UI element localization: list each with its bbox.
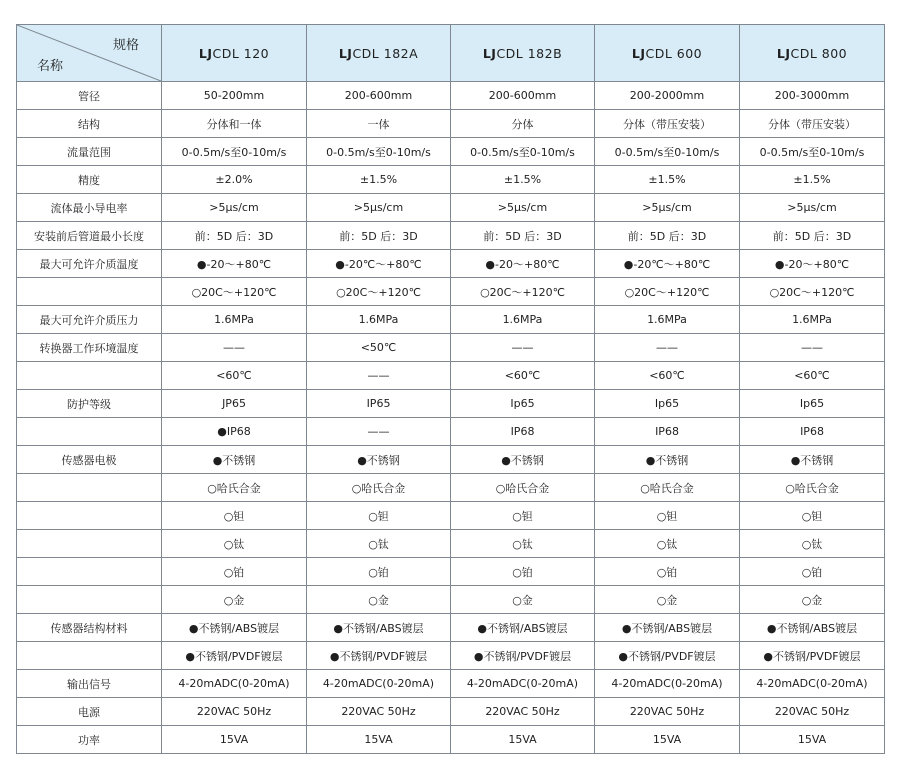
table-row xyxy=(17,614,885,642)
spec-value-cell: Ip65 xyxy=(740,390,885,418)
spec-value-cell: IP68 xyxy=(451,418,595,446)
spec-value-cell: 0-0.5m/s至0-10m/s xyxy=(451,138,595,166)
spec-value-cell: 4-20mADC(0-20mA) xyxy=(162,670,307,698)
row-label-cell xyxy=(17,278,162,306)
model-name: CDL 182B xyxy=(496,45,563,61)
spec-value-cell: 15VA xyxy=(307,726,451,754)
table-row xyxy=(17,698,885,726)
spec-value-cell: <60℃ xyxy=(162,362,307,390)
spec-value-cell: ○铂 xyxy=(740,558,885,586)
spec-value-cell: Ip65 xyxy=(595,390,740,418)
spec-value-cell: JP65 xyxy=(162,390,307,418)
row-label-cell xyxy=(17,362,162,390)
row-label-cell xyxy=(17,558,162,586)
spec-value-cell: ○钽 xyxy=(451,502,595,530)
spec-value-cell: 分体（带压安装） xyxy=(740,110,885,138)
spec-table xyxy=(16,24,885,754)
row-label-cell: 防护等级 xyxy=(17,390,162,418)
spec-value-cell: ±1.5% xyxy=(451,166,595,194)
table-row xyxy=(17,474,885,502)
spec-value-cell: 200-3000mm xyxy=(740,82,885,110)
spec-value-cell: ○哈氏合金 xyxy=(162,474,307,502)
spec-value-cell: ±2.0% xyxy=(162,166,307,194)
spec-value-cell: 0-0.5m/s至0-10m/s xyxy=(162,138,307,166)
spec-value-cell: ●不锈钢 xyxy=(740,446,885,474)
spec-value-cell: 前：5D 后：3D xyxy=(162,222,307,250)
spec-value-cell: 220VAC 50Hz xyxy=(740,698,885,726)
model-prefix: LJ xyxy=(198,45,213,61)
spec-value-cell: 0-0.5m/s至0-10m/s xyxy=(307,138,451,166)
spec-value-cell: ○金 xyxy=(307,586,451,614)
table-row xyxy=(17,418,885,446)
table-row xyxy=(17,502,885,530)
spec-value-cell: ●不锈钢/PVDF镀层 xyxy=(162,642,307,670)
spec-value-cell: ●IP68 xyxy=(162,418,307,446)
spec-value-cell: 4-20mADC(0-20mA) xyxy=(307,670,451,698)
spec-value-cell: 0-0.5m/s至0-10m/s xyxy=(595,138,740,166)
spec-value-cell: 200-600mm xyxy=(307,82,451,110)
spec-value-cell: ●不锈钢 xyxy=(451,446,595,474)
row-label-cell: 传感器电极 xyxy=(17,446,162,474)
spec-value-cell: ●不锈钢 xyxy=(307,446,451,474)
table-row xyxy=(17,670,885,698)
row-label-cell xyxy=(17,418,162,446)
table-row xyxy=(17,222,885,250)
spec-value-cell: ○20C～+120℃ xyxy=(451,278,595,306)
row-label-cell xyxy=(17,530,162,558)
model-name: CDL 182A xyxy=(352,45,419,61)
table-row xyxy=(17,194,885,222)
row-label-cell xyxy=(17,642,162,670)
table-row xyxy=(17,530,885,558)
row-label-cell xyxy=(17,502,162,530)
spec-value-cell: ±1.5% xyxy=(595,166,740,194)
spec-value-cell: 4-20mADC(0-20mA) xyxy=(595,670,740,698)
spec-value-cell: ○金 xyxy=(740,586,885,614)
spec-value-cell: ○20C～+120℃ xyxy=(595,278,740,306)
spec-value-cell: ○钽 xyxy=(595,502,740,530)
spec-value-cell: <50℃ xyxy=(307,334,451,362)
row-label-cell: 流量范围 xyxy=(17,138,162,166)
model-header-cell xyxy=(740,25,885,82)
spec-value-cell: >5μs/cm xyxy=(451,194,595,222)
spec-value-cell: ±1.5% xyxy=(307,166,451,194)
spec-value-cell: ○钽 xyxy=(307,502,451,530)
model-name: CDL 600 xyxy=(645,45,703,61)
spec-value-cell: 4-20mADC(0-20mA) xyxy=(451,670,595,698)
spec-value-cell: Ip65 xyxy=(451,390,595,418)
spec-value-cell: 分体（带压安装） xyxy=(595,110,740,138)
spec-value-cell: 200-2000mm xyxy=(595,82,740,110)
spec-value-cell: <60℃ xyxy=(595,362,740,390)
spec-value-cell: ○钛 xyxy=(451,530,595,558)
spec-value-cell: 1.6MPa xyxy=(451,306,595,334)
spec-value-cell: ●-20℃～+80℃ xyxy=(595,250,740,278)
row-label-cell xyxy=(17,586,162,614)
model-prefix: LJ xyxy=(482,45,497,61)
spec-value-cell: ●-20～+80℃ xyxy=(451,250,595,278)
model-prefix: LJ xyxy=(776,45,791,61)
spec-value-cell: ○钽 xyxy=(162,502,307,530)
spec-value-cell: <60℃ xyxy=(740,362,885,390)
spec-value-cell: ●不锈钢 xyxy=(162,446,307,474)
spec-value-cell: 前：5D 后：3D xyxy=(451,222,595,250)
row-label-cell: 结构 xyxy=(17,110,162,138)
name-header-label: 名称 xyxy=(37,59,64,74)
model-prefix: LJ xyxy=(338,45,353,61)
table-row xyxy=(17,642,885,670)
spec-value-cell: >5μs/cm xyxy=(307,194,451,222)
spec-value-cell: 220VAC 50Hz xyxy=(451,698,595,726)
table-row xyxy=(17,558,885,586)
row-label-cell: 最大可允许介质温度 xyxy=(17,250,162,278)
spec-value-cell: ○哈氏合金 xyxy=(307,474,451,502)
spec-value-cell: ○20C～+120℃ xyxy=(307,278,451,306)
spec-value-cell: 0-0.5m/s至0-10m/s xyxy=(740,138,885,166)
table-row xyxy=(17,334,885,362)
row-label-cell xyxy=(17,474,162,502)
spec-value-cell: ○铂 xyxy=(162,558,307,586)
spec-value-cell: 4-20mADC(0-20mA) xyxy=(740,670,885,698)
spec-value-cell: ○哈氏合金 xyxy=(740,474,885,502)
model-prefix: LJ xyxy=(631,45,646,61)
spec-value-cell: 分体 xyxy=(451,110,595,138)
spec-value-cell: ±1.5% xyxy=(740,166,885,194)
spec-value-cell: 1.6MPa xyxy=(162,306,307,334)
table-row xyxy=(17,82,885,110)
spec-value-cell: —— xyxy=(451,334,595,362)
row-label-cell: 安装前后管道最小长度 xyxy=(17,222,162,250)
spec-value-cell: 220VAC 50Hz xyxy=(595,698,740,726)
spec-value-cell: ○20C～+120℃ xyxy=(162,278,307,306)
table-row xyxy=(17,390,885,418)
model-header-cell xyxy=(451,25,595,82)
spec-value-cell: 前：5D 后：3D xyxy=(595,222,740,250)
spec-header-label: 规格 xyxy=(112,38,139,53)
spec-value-cell: 15VA xyxy=(162,726,307,754)
row-label-cell: 精度 xyxy=(17,166,162,194)
spec-value-cell: ●不锈钢/PVDF镀层 xyxy=(595,642,740,670)
table-row xyxy=(17,726,885,754)
spec-value-cell: 200-600mm xyxy=(451,82,595,110)
spec-value-cell: >5μs/cm xyxy=(595,194,740,222)
spec-value-cell: ○钽 xyxy=(740,502,885,530)
spec-value-cell: ○钛 xyxy=(740,530,885,558)
spec-value-cell: ●不锈钢/ABS镀层 xyxy=(307,614,451,642)
spec-value-cell: ○金 xyxy=(162,586,307,614)
spec-value-cell: —— xyxy=(740,334,885,362)
spec-value-cell: ○哈氏合金 xyxy=(451,474,595,502)
spec-value-cell: ●不锈钢/ABS镀层 xyxy=(740,614,885,642)
corner-header-cell xyxy=(17,25,162,82)
row-label-cell: 最大可允许介质压力 xyxy=(17,306,162,334)
spec-value-cell: <60℃ xyxy=(451,362,595,390)
table-row xyxy=(17,306,885,334)
spec-value-cell: ●-20～+80℃ xyxy=(162,250,307,278)
spec-value-cell: 220VAC 50Hz xyxy=(162,698,307,726)
spec-value-cell: ○金 xyxy=(595,586,740,614)
row-label-cell: 流体最小导电率 xyxy=(17,194,162,222)
spec-value-cell: 15VA xyxy=(595,726,740,754)
spec-value-cell: ●-20～+80℃ xyxy=(740,250,885,278)
spec-value-cell: IP68 xyxy=(740,418,885,446)
spec-value-cell: 15VA xyxy=(740,726,885,754)
spec-value-cell: 1.6MPa xyxy=(740,306,885,334)
model-name: CDL 120 xyxy=(212,45,270,61)
model-name: CDL 800 xyxy=(790,45,848,61)
row-label-cell: 电源 xyxy=(17,698,162,726)
spec-value-cell: —— xyxy=(307,418,451,446)
spec-value-cell: ○铂 xyxy=(595,558,740,586)
spec-value-cell: 一体 xyxy=(307,110,451,138)
spec-value-cell: 1.6MPa xyxy=(307,306,451,334)
spec-value-cell: 50-200mm xyxy=(162,82,307,110)
spec-value-cell: ○哈氏合金 xyxy=(595,474,740,502)
spec-value-cell: >5μs/cm xyxy=(740,194,885,222)
model-header-cell xyxy=(162,25,307,82)
spec-value-cell: —— xyxy=(162,334,307,362)
row-label-cell: 输出信号 xyxy=(17,670,162,698)
spec-value-cell: 分体和一体 xyxy=(162,110,307,138)
row-label-cell: 功率 xyxy=(17,726,162,754)
table-row xyxy=(17,110,885,138)
table-row xyxy=(17,586,885,614)
spec-value-cell: ○铂 xyxy=(307,558,451,586)
spec-value-cell: ●-20℃～+80℃ xyxy=(307,250,451,278)
spec-value-cell: ○金 xyxy=(451,586,595,614)
header-row xyxy=(17,25,885,82)
spec-value-cell: ●不锈钢 xyxy=(595,446,740,474)
spec-value-cell: >5μs/cm xyxy=(162,194,307,222)
table-row xyxy=(17,446,885,474)
spec-value-cell: ○钛 xyxy=(162,530,307,558)
spec-value-cell: IP65 xyxy=(307,390,451,418)
spec-value-cell: ●不锈钢/PVDF镀层 xyxy=(307,642,451,670)
spec-value-cell: ●不锈钢/PVDF镀层 xyxy=(740,642,885,670)
spec-value-cell: —— xyxy=(595,334,740,362)
model-header-cell xyxy=(307,25,451,82)
spec-value-cell: ○钛 xyxy=(595,530,740,558)
spec-value-cell: ○铂 xyxy=(451,558,595,586)
spec-value-cell: 15VA xyxy=(451,726,595,754)
spec-value-cell: ●不锈钢/ABS镀层 xyxy=(162,614,307,642)
table-row xyxy=(17,138,885,166)
spec-value-cell: —— xyxy=(307,362,451,390)
table-row xyxy=(17,166,885,194)
row-label-cell: 管径 xyxy=(17,82,162,110)
spec-value-cell: 前：5D 后：3D xyxy=(307,222,451,250)
spec-value-cell: ○钛 xyxy=(307,530,451,558)
spec-value-cell: ●不锈钢/ABS镀层 xyxy=(451,614,595,642)
spec-value-cell: 220VAC 50Hz xyxy=(307,698,451,726)
spec-value-cell: 1.6MPa xyxy=(595,306,740,334)
spec-value-cell: IP68 xyxy=(595,418,740,446)
row-label-cell: 转换器工作环境温度 xyxy=(17,334,162,362)
spec-value-cell: 前：5D 后：3D xyxy=(740,222,885,250)
table-row xyxy=(17,278,885,306)
spec-value-cell: ●不锈钢/PVDF镀层 xyxy=(451,642,595,670)
model-header-cell xyxy=(595,25,740,82)
table-row xyxy=(17,250,885,278)
spec-value-cell: ●不锈钢/ABS镀层 xyxy=(595,614,740,642)
table-row xyxy=(17,362,885,390)
row-label-cell: 传感器结构材料 xyxy=(17,614,162,642)
spec-value-cell: ○20C～+120℃ xyxy=(740,278,885,306)
